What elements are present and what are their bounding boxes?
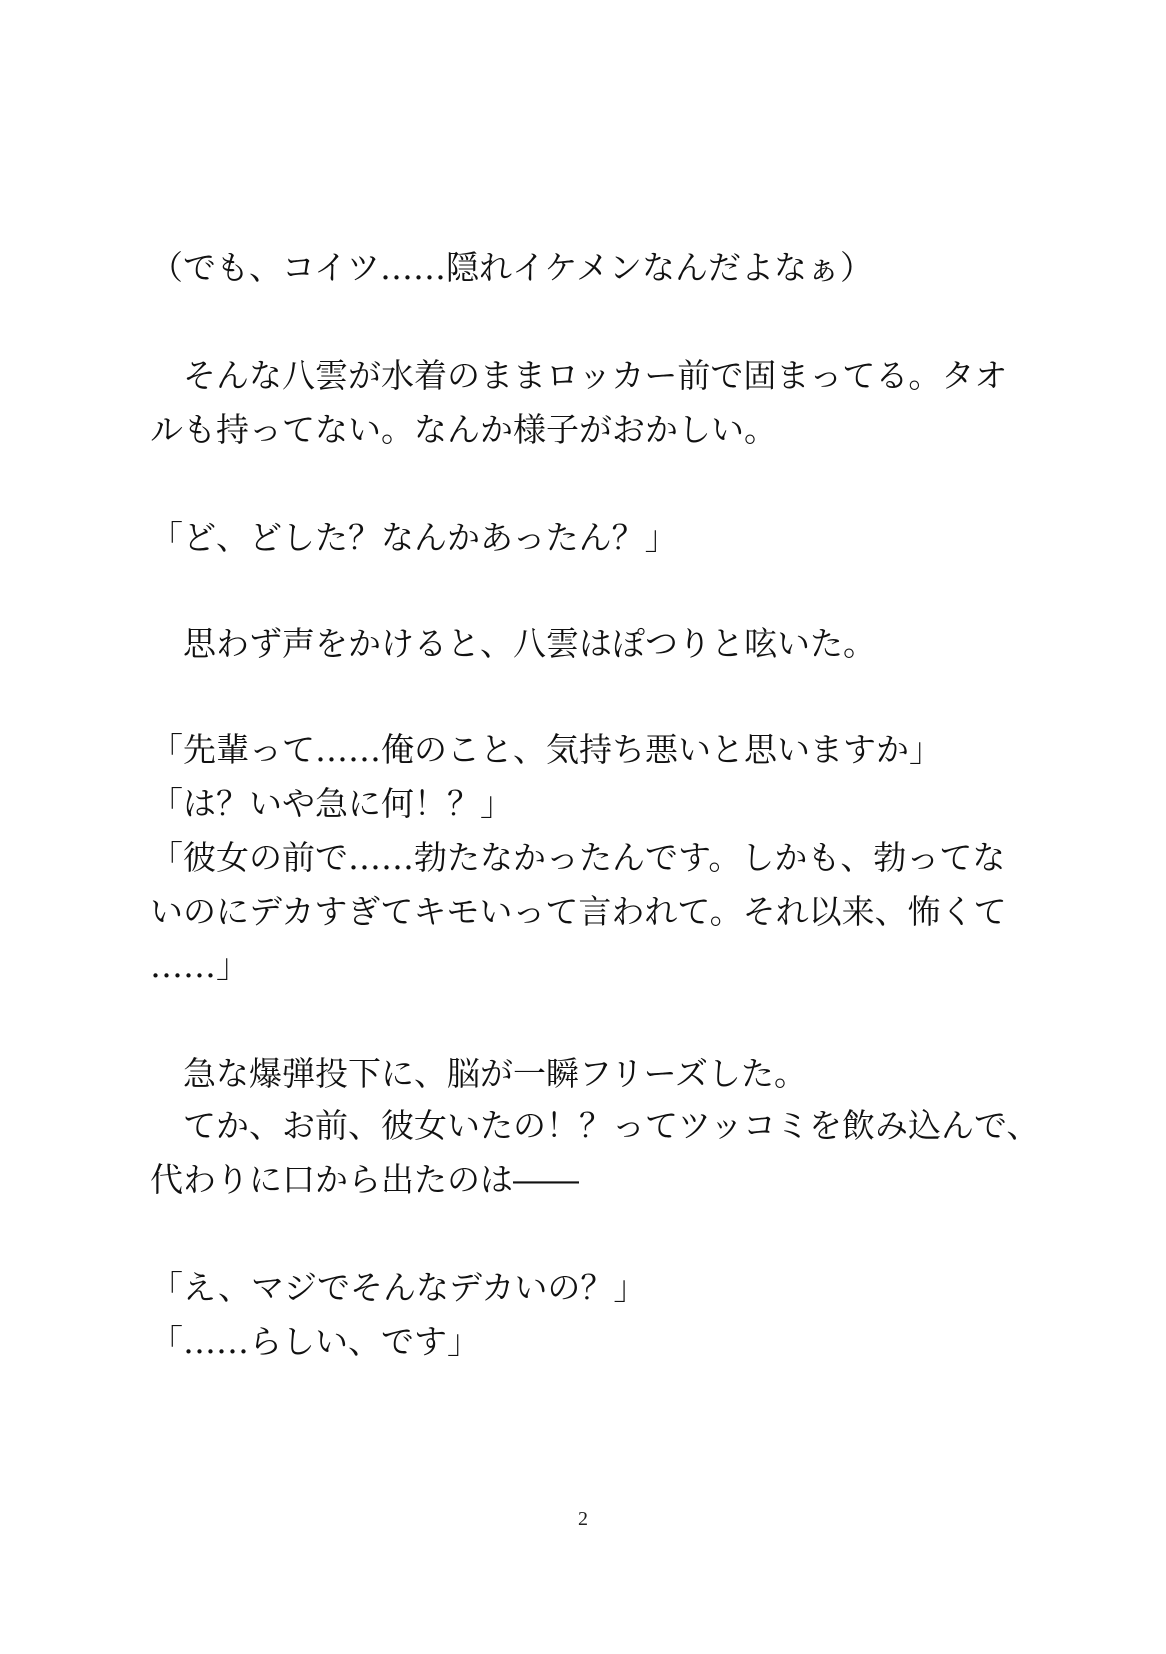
text-line: てか、お前、彼女いたの！？ってツッコミを飲み込んで、 xyxy=(150,1106,1040,1145)
text-line: そんな八雲が水着のままロッカー前で固まってる。タオ xyxy=(150,356,1008,395)
text-line: 代わりに口から出たのは―― xyxy=(150,1160,579,1199)
text-line: 「……らしい、です」 xyxy=(150,1322,480,1361)
text-line: 「え、マジでそんなデカいの？」 xyxy=(150,1268,647,1307)
text-line: （でも、コイツ……隠れイケメンなんだよなぁ） xyxy=(150,248,874,287)
text-line: 思わず声をかけると、八雲はぽつりと呟いた。 xyxy=(150,624,876,663)
text-line: 「先輩って……俺のこと、気持ち悪いと思いますか」 xyxy=(150,730,942,769)
text-line: いのにデカすぎてキモいって言われて。それ以来、怖くて xyxy=(150,892,1007,931)
page-number: 2 xyxy=(578,1508,588,1530)
text-line: 「彼女の前で……勃たなかったんです。しかも、勃ってな xyxy=(150,838,1006,877)
text-line: ルも持ってない。なんか様子がおかしい。 xyxy=(150,410,777,449)
text-line: 「ど、どした？なんかあったん？」 xyxy=(150,518,678,557)
text-line: ……」 xyxy=(150,946,249,985)
text-line: 急な爆弾投下に、脳が一瞬フリーズした。 xyxy=(150,1054,808,1093)
text-line: 「は？いや急に何！？」 xyxy=(150,784,513,823)
